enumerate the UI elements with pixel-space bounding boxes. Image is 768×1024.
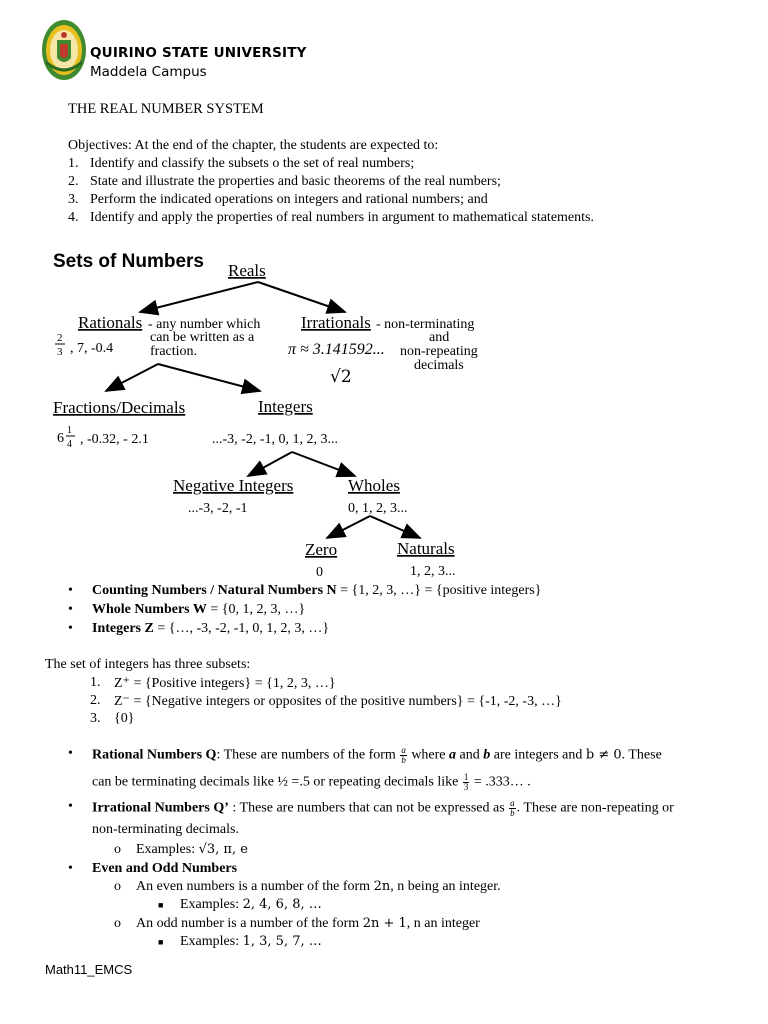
irrationals-description: - non-terminating	[376, 317, 475, 332]
negative-integers-examples: ...-3, -2, -1	[188, 501, 248, 516]
circle-bullet-icon: o	[114, 879, 121, 894]
odd-text: , n an integer	[406, 916, 480, 931]
definition-whole-numbers: = {0, 1, 2, 3, …}	[206, 602, 306, 617]
arrow-reals-rationals	[140, 282, 258, 312]
subsets-intro: The set of integers has three subsets:	[45, 657, 251, 672]
arrow-wholes-naturals	[370, 516, 420, 538]
circle-bullet-icon: o	[114, 916, 121, 931]
objectives-intro: Objectives: At the end of the chapter, the students are expected to:	[68, 138, 439, 153]
pi-example: π ≈ 3.141592...	[288, 341, 385, 358]
fraction-denominator: b	[510, 808, 515, 818]
examples-label: Examples:	[180, 897, 243, 912]
fractions-mixed-denominator: 4	[67, 439, 72, 450]
node-negative-integers: Negative Integers	[173, 476, 294, 495]
rationals-description: fraction.	[150, 344, 198, 359]
irrational-examples: √3, π, e	[198, 842, 248, 857]
irrational-text: non-terminating decimals.	[92, 822, 239, 837]
examples-label: Examples:	[136, 842, 199, 857]
arrow-rationals-integers	[158, 364, 260, 391]
fraction-numerator: a	[401, 745, 406, 755]
objective-text: Identify and classify the subsets o the set of real numbers;	[90, 156, 415, 171]
odd-form: 2n + 1	[362, 916, 407, 931]
document-title: THE REAL NUMBER SYSTEM	[68, 101, 264, 117]
even-text: An even numbers is a number of the form	[136, 879, 374, 894]
bullet-icon: •	[68, 583, 73, 598]
integers-examples: ...-3, -2, -1, 0, 1, 2, 3...	[212, 432, 338, 447]
campus-name: Maddela Campus	[90, 64, 207, 80]
node-wholes: Wholes	[348, 476, 400, 495]
node-irrationals: Irrationals	[301, 313, 371, 332]
sets-of-numbers-diagram	[0, 240, 768, 585]
even-examples: 2, 4, 6, 8, …	[242, 897, 322, 912]
term-rational-numbers: Rational Numbers Q	[92, 747, 217, 763]
zero-example: 0	[316, 565, 323, 580]
term-natural-numbers: Counting Numbers / Natural Numbers N	[92, 583, 337, 598]
rationals-fraction-numerator: 2	[57, 332, 63, 344]
variable-b: b	[483, 747, 491, 763]
fractions-mixed-whole: 6	[57, 431, 64, 446]
fraction-numerator: 1	[463, 772, 469, 782]
rational-text: are integers and	[490, 747, 586, 763]
square-bullet-icon: ■	[158, 900, 164, 910]
page-footer: Math11_EMCS	[45, 962, 133, 977]
objective-text: State and illustrate the properties and basic theorems of the real numbers;	[90, 174, 501, 189]
arrow-integers-wholes	[292, 452, 355, 476]
wholes-examples: 0, 1, 2, 3...	[348, 501, 408, 516]
subset-text: {0}	[114, 711, 135, 726]
odd-examples: 1, 3, 5, 7, …	[242, 934, 322, 949]
examples-label: Examples:	[180, 934, 243, 949]
rationals-description: can be written as a	[150, 330, 255, 345]
condition-b-not-zero: b ≠ 0	[585, 747, 622, 763]
node-zero: Zero	[305, 540, 338, 559]
subset-text: Z⁻ = {Negative integers or opposites of the positive numbers} = {-1, -2, -3, …}	[114, 694, 562, 709]
definition-natural-numbers: = {1, 2, 3, …} = {positive integers}	[336, 583, 542, 598]
rational-text: = .333… .	[470, 774, 531, 790]
term-whole-numbers: Whole Numbers W	[92, 602, 207, 617]
bullet-icon: •	[68, 861, 73, 876]
rational-text: : These are numbers of the form	[216, 747, 400, 763]
rational-text: can be terminating decimals like ½ =.5 or repeating decimals like	[92, 774, 462, 790]
rational-text: . These	[621, 747, 662, 763]
diagram-title: Sets of Numbers	[53, 251, 204, 272]
irrationals-description: decimals	[414, 358, 464, 373]
bullet-icon: •	[68, 799, 73, 814]
term-integers: Integers Z	[92, 621, 154, 636]
even-form: 2n	[373, 879, 391, 894]
node-fractions-decimals: Fractions/Decimals	[53, 398, 186, 417]
objective-text: Perform the indicated operations on integers and rational numbers; and	[90, 192, 488, 207]
node-rationals: Rationals	[78, 313, 143, 332]
arrow-rationals-fractions	[106, 364, 158, 391]
rational-text: and	[456, 747, 484, 763]
bullet-icon: •	[68, 602, 73, 617]
circle-bullet-icon: o	[114, 842, 121, 857]
rationals-fraction-denominator: 3	[57, 346, 63, 358]
sqrt-example: √2	[330, 367, 352, 387]
naturals-examples: 1, 2, 3...	[410, 564, 456, 579]
fraction-one-third	[463, 773, 470, 792]
term-even-odd: Even and Odd Numbers	[92, 861, 238, 876]
fractions-mixed-numerator: 1	[67, 425, 72, 436]
arrow-wholes-zero	[327, 516, 370, 538]
fraction-denominator: b	[401, 755, 406, 765]
bullet-icon: •	[68, 746, 73, 761]
bullet-icon: •	[68, 621, 73, 636]
university-name: QUIRINO STATE UNIVERSITY	[90, 45, 307, 61]
definition-integers: = {…, -3, -2, -1, 0, 1, 2, 3, …}	[153, 621, 330, 636]
subset-number: 1.	[90, 675, 101, 690]
subset-number: 3.	[90, 711, 101, 726]
objective-text: Identify and apply the properties of real numbers in argument to mathematical statements.	[90, 210, 594, 225]
node-naturals: Naturals	[397, 539, 455, 558]
even-text: , n being an integer.	[390, 879, 501, 894]
objective-number: 4.	[68, 210, 79, 225]
fraction-a-over-b	[400, 746, 407, 765]
objective-number: 3.	[68, 192, 79, 207]
square-bullet-icon: ■	[158, 937, 164, 947]
fraction-numerator: a	[510, 798, 515, 808]
fraction-a-over-b	[509, 799, 516, 818]
university-seal-logo	[40, 18, 88, 82]
rational-text: where	[407, 747, 450, 763]
subset-number: 2.	[90, 693, 101, 708]
term-irrational-numbers: Irrational Numbers Q’	[92, 800, 229, 816]
subset-text: Z⁺ = {Positive integers} = {1, 2, 3, …}	[114, 676, 336, 691]
fraction-denominator: 3	[463, 782, 469, 792]
objective-number: 1.	[68, 156, 79, 171]
objective-number: 2.	[68, 174, 79, 189]
rationals-examples: , 7, -0.4	[70, 341, 114, 356]
irrational-text: . These are non-repeating or	[516, 800, 674, 816]
irrationals-description: non-repeating	[400, 344, 478, 359]
variable-a: a	[449, 747, 457, 763]
irrational-text: : These are numbers that can not be expressed as	[228, 800, 509, 816]
node-reals: Reals	[228, 261, 266, 280]
node-integers: Integers	[258, 397, 313, 416]
rationals-description: - any number which	[148, 317, 261, 332]
irrationals-description: and	[429, 330, 450, 345]
odd-text: An odd number is a number of the form	[136, 916, 363, 931]
arrow-reals-irrationals	[258, 282, 345, 312]
fractions-examples: , -0.32, - 2.1	[80, 432, 149, 447]
arrow-integers-negative	[248, 452, 292, 476]
